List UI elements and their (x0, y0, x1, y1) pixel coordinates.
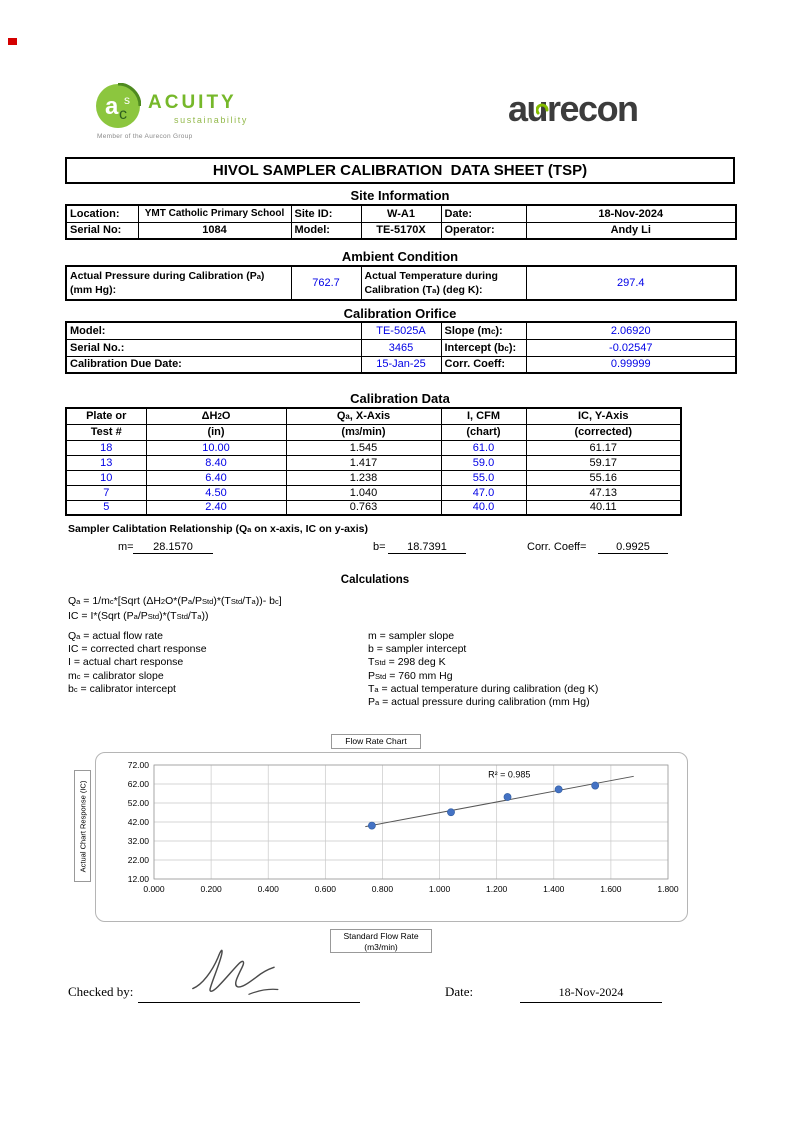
calibration-orifice-heading: Calibration Orifice (343, 306, 457, 321)
intercept-label: Intercept $(b_c)$: (441, 339, 526, 356)
scan-artifact-marker (8, 38, 17, 45)
chart-x-tick-label: 1.000 (428, 884, 451, 894)
calibration-data-row (66, 500, 681, 515)
calibration-data-row (66, 455, 681, 470)
chart-data-point (504, 793, 511, 800)
svg-text:c: c (119, 106, 127, 123)
definition-item: $P_{Std} = 760$ mm Hg (368, 669, 453, 682)
chart-x-tick-label: 1.400 (543, 884, 565, 894)
acuity-logo-text: ACUITY (148, 92, 237, 113)
m-value: 28.1570 (133, 541, 213, 554)
header-in: (in) (146, 424, 286, 440)
calibration-data-heading: Calibration Data (350, 391, 450, 406)
ambient-condition-table (65, 265, 737, 301)
qa-cell: 1.040 (286, 485, 441, 500)
definition-item: $T_a$ = actual temperature during calibration (deg K) (368, 682, 599, 695)
ambient-row (66, 266, 736, 300)
date-label: Date: (441, 205, 526, 222)
calibration-data-row (66, 440, 681, 455)
acuity-logo-subtext: sustainability (174, 115, 248, 125)
definition-item: m = sampler slope (368, 630, 455, 642)
qa-cell: 1.417 (286, 455, 441, 470)
chart-x-tick-label: 0.400 (257, 884, 279, 894)
qa-cell: 1.238 (286, 470, 441, 485)
chart-title: Flow Rate Chart (331, 734, 421, 749)
footer-date-line (520, 1002, 662, 1003)
dh2o-cell: 6.40 (146, 470, 286, 485)
header-plate-or: Plate or (66, 408, 146, 424)
definitions-left (68, 630, 207, 696)
chart-data-point (555, 786, 562, 793)
site-info-row (66, 205, 736, 222)
plate-test-cell: 18 (66, 440, 146, 455)
plate-test-cell: 10 (66, 470, 146, 485)
model-label: Model: (291, 222, 361, 239)
acuity-logo-icon (95, 83, 141, 129)
signature-icon (185, 946, 305, 1009)
site-id-label: Site ID: (291, 205, 361, 222)
chart-y-tick-label: 22.00 (127, 855, 149, 865)
chart-y-tick-label: 42.00 (127, 817, 149, 827)
qa-formula: $Q_a$ = $1/m_c*[Sqrt$ $(\Delta H_2O*(P_a/P_{Std})*(T_{Std}/T_a))-$ $b_c$] (68, 595, 282, 607)
site-id-value: W-A1 (361, 205, 441, 222)
calibration-header-row (66, 424, 681, 440)
chart-x-tick-label: 1.200 (486, 884, 508, 894)
dh2o-cell: 10.00 (146, 440, 286, 455)
chart-y-axis-label-box (74, 770, 91, 882)
orifice-row (66, 356, 736, 373)
corr-coeff-label: Corr. Coeff: (441, 356, 526, 373)
calculations-heading: Calculations (340, 574, 410, 586)
chart-data-point (447, 809, 454, 816)
slope-value: 2.06920 (526, 322, 736, 339)
corr-coeff-eq-value: 0.9925 (598, 541, 668, 554)
chart-y-tick-label: 12.00 (127, 874, 149, 884)
orifice-serial-value: 3465 (361, 339, 441, 356)
corr-coeff-value: 0.99999 (526, 356, 736, 373)
orifice-row (66, 339, 736, 356)
plate-test-cell: 13 (66, 455, 146, 470)
definition-item: $m_c$ = calibrator slope (68, 669, 164, 682)
temperature-value: 297.4 (526, 266, 736, 300)
definition-item: $T_{Std} = 298$ deg K (368, 656, 446, 669)
dh2o-cell: 2.40 (146, 500, 286, 515)
flow-rate-chart-svg (96, 753, 689, 923)
temperature-label: Actual Temperature during Calibration $(T_a)$ (deg K): (361, 266, 526, 300)
ic-cell: 59.17 (526, 455, 681, 470)
sheet-title: HIVOL SAMPLER CALIBRATION DATA SHEET (TSP) (65, 157, 735, 184)
operator-label: Operator: (441, 222, 526, 239)
chart-x-axis-label-line2: (m3/min) (364, 942, 398, 952)
header-m3-min: $(m^3/\min)$ (286, 424, 441, 440)
acuity-logo-tagline: Member of the Aurecon Group (97, 133, 193, 140)
acuity-logo (95, 83, 265, 139)
slope-label: Slope $(m_c)$: (441, 322, 526, 339)
header-corrected: (corrected) (526, 424, 681, 440)
chart-y-tick-label: 72.00 (127, 760, 149, 770)
aurecon-logo-accent-icon (536, 82, 549, 124)
operator-value: Andy Li (526, 222, 736, 239)
chart-r2-label: R² = 0.985 (488, 769, 531, 780)
chart-y-axis-label: Actual Chart Response (IC) (78, 780, 88, 872)
chart-x-axis-label-line1: Standard Flow Rate (343, 931, 419, 941)
i-cfm-cell: 59.0 (441, 455, 526, 470)
definition-item: b = sampler intercept (368, 643, 467, 656)
svg-text:s: s (124, 93, 130, 107)
b-value: 18.7391 (388, 541, 466, 554)
header-qa-x-axis: $Q_a$, X-Axis (286, 408, 441, 424)
sampler-relationship-heading: Sampler Calibtation Relationship ($Q_a$ on x-axis, IC on y-axis) (68, 523, 369, 535)
aurecon-logo-text: aurecon (508, 88, 638, 129)
orifice-model-value: TE-5025A (361, 322, 441, 339)
definitions-right (368, 630, 768, 709)
ic-cell: 40.11 (526, 500, 681, 515)
chart-y-tick-label: 52.00 (127, 798, 149, 808)
header-chart: (chart) (441, 424, 526, 440)
ic-cell: 61.17 (526, 440, 681, 455)
chart-x-tick-label: 0.800 (371, 884, 394, 894)
i-cfm-cell: 40.0 (441, 500, 526, 515)
ic-cell: 55.16 (526, 470, 681, 485)
plate-test-cell: 7 (66, 485, 146, 500)
site-information-table (65, 204, 737, 240)
chart-data-point (368, 822, 375, 829)
serial-no-label: Serial No: (66, 222, 138, 239)
chart-x-tick-label: 0.000 (143, 884, 165, 894)
flow-rate-chart (95, 752, 688, 922)
chart-x-axis-label-box (330, 929, 432, 953)
footer-date-label: Date: (445, 984, 474, 999)
checked-by-label: Checked by: (68, 984, 134, 999)
site-information-heading: Site Information (350, 188, 450, 203)
header-ic-y-axis: IC, Y-Axis (526, 408, 681, 424)
chart-data-point (592, 782, 599, 789)
calibration-orifice-table (65, 321, 737, 374)
b-label: b= (373, 541, 386, 553)
qa-cell: 1.545 (286, 440, 441, 455)
calibration-data-table (65, 407, 682, 516)
model-value: TE-5170X (361, 222, 441, 239)
orifice-model-label: Model: (66, 322, 361, 339)
ic-formula: IC = I*(Sqrt $(P_a/P_{Std})*(T_{Std}/T_a)$) (68, 610, 209, 622)
pressure-value: 762.7 (291, 266, 361, 300)
header-i-cfm: I, CFM (441, 408, 526, 424)
chart-x-tick-label: 1.600 (600, 884, 622, 894)
m-label: m= (118, 541, 134, 553)
definition-item: $Q_a$ = actual flow rate (68, 630, 163, 642)
i-cfm-cell: 47.0 (441, 485, 526, 500)
calibration-header-row (66, 408, 681, 424)
site-info-row (66, 222, 736, 239)
date-value: 18-Nov-2024 (526, 205, 736, 222)
i-cfm-cell: 61.0 (441, 440, 526, 455)
chart-x-tick-label: 0.600 (314, 884, 336, 894)
i-cfm-cell: 55.0 (441, 470, 526, 485)
chart-x-tick-label: 0.200 (200, 884, 222, 894)
intercept-value: -0.02547 (526, 339, 736, 356)
location-label: Location: (66, 205, 138, 222)
aurecon-logo (508, 88, 638, 132)
definition-item: $b_c$ = calibrator intercept (68, 682, 176, 695)
orifice-serial-label: Serial No.: (66, 339, 361, 356)
header-test-no: Test # (66, 424, 146, 440)
calibration-data-row (66, 485, 681, 500)
definition-item: $P_a$ = actual pressure during calibration (mm Hg) (368, 696, 590, 709)
dh2o-cell: 8.40 (146, 455, 286, 470)
dh2o-cell: 4.50 (146, 485, 286, 500)
pressure-label: Actual Pressure during Calibration $(P_a)$ (mm Hg): (66, 266, 291, 300)
chart-y-tick-label: 32.00 (127, 836, 149, 846)
svg-text:a: a (105, 93, 119, 120)
serial-no-value: 1084 (138, 222, 291, 239)
definition-item: IC = corrected chart response (68, 643, 207, 656)
chart-x-tick-label: 1.800 (657, 884, 679, 894)
definition-item: I = actual chart response (68, 656, 184, 669)
due-date-label: Calibration Due Date: (66, 356, 361, 373)
ambient-condition-heading: Ambient Condition (341, 249, 459, 264)
chart-y-tick-label: 62.00 (127, 779, 149, 789)
corr-coeff-eq-label: Corr. Coeff= (527, 541, 587, 553)
ic-cell: 47.13 (526, 485, 681, 500)
orifice-row (66, 322, 736, 339)
plate-test-cell: 5 (66, 500, 146, 515)
due-date-value: 15-Jan-25 (361, 356, 441, 373)
location-value: YMT Catholic Primary School (138, 205, 291, 222)
header-dh2o: $\Delta H_2O$ (146, 408, 286, 424)
footer-date-value: 18-Nov-2024 (558, 985, 624, 999)
calibration-data-row (66, 470, 681, 485)
qa-cell: 0.763 (286, 500, 441, 515)
